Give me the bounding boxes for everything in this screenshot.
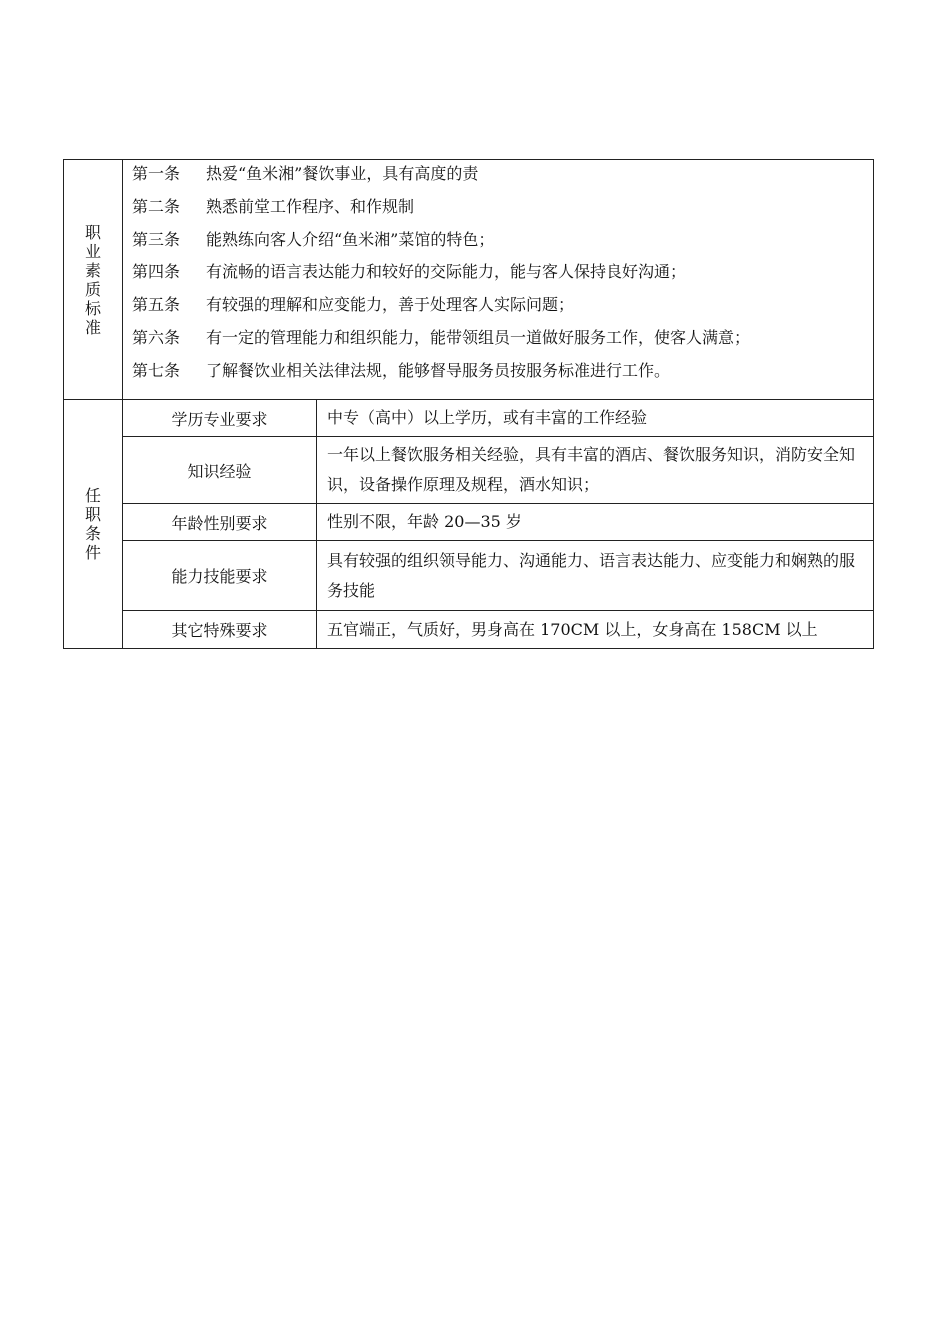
quality-section-label: 职业素质标准 [84,222,101,337]
article-item [132,357,873,390]
requirement-label: 能力技能要求 [123,541,317,611]
article-number: 第五条 [132,295,181,315]
article-text: 有流畅的语言表达能力和较好的交际能力，能与客人保持良好沟通； [206,262,687,282]
article-text: 热爱“鱼米湘”餐饮事业，具有高度的责 [206,164,479,183]
article-item [132,291,873,324]
requirement-label: 其它特殊要求 [123,611,317,649]
article-number: 第一条 [132,164,181,183]
article-number: 第四条 [132,262,181,282]
quality-articles-cell [123,160,874,400]
article-number: 第二条 [132,196,181,216]
article-item [132,160,873,193]
article-number: 第六条 [132,327,181,347]
requirement-value: 具有较强的组织领导能力、沟通能力、语言表达能力、应变能力和娴熟的服务技能 [317,541,874,611]
article-text: 熟悉前堂工作程序、和作规制 [206,196,415,216]
article-item [132,193,873,226]
article-item [132,226,873,259]
requirement-value: 中专（高中）以上学历，或有丰富的工作经验 [317,400,874,437]
requirement-row [64,437,874,504]
article-item [132,258,873,291]
requirement-value: 性别不限，年龄 20—35 岁 [317,504,874,541]
article-number: 第三条 [132,229,181,249]
requirement-label: 知识经验 [123,437,317,504]
requirement-row [64,400,874,437]
article-text: 有一定的管理能力和组织能力，能带领组员一道做好服务工作，使客人满意； [206,327,751,347]
requirement-row [64,541,874,611]
article-number: 第七条 [132,360,181,380]
requirement-row [64,611,874,649]
article-text: 能熟练向客人介绍“鱼米湘”菜馆的特色； [206,229,495,249]
requirement-row [64,504,874,541]
requirement-value: 五官端正，气质好，男身高在 170CM 以上，女身高在 158CM 以上 [317,611,874,649]
requirement-label: 学历专业要求 [123,400,317,437]
article-text: 有较强的理解和应变能力，善于处理客人实际问题； [206,295,575,315]
requirement-label: 年龄性别要求 [123,504,317,541]
requirements-section-header [64,400,123,649]
article-item [132,324,873,357]
job-standards-table [63,159,874,649]
article-text: 了解餐饮业相关法律法规，能够督导服务员按服务标准进行工作。 [206,360,671,380]
quality-standards-row [64,160,874,400]
requirements-section-label: 任职条件 [84,486,101,562]
quality-section-header [64,160,123,400]
requirement-value: 一年以上餐饮服务相关经验，具有丰富的酒店、餐饮服务知识，消防安全知识，设备操作原理及规程，酒水知识； [317,437,874,504]
